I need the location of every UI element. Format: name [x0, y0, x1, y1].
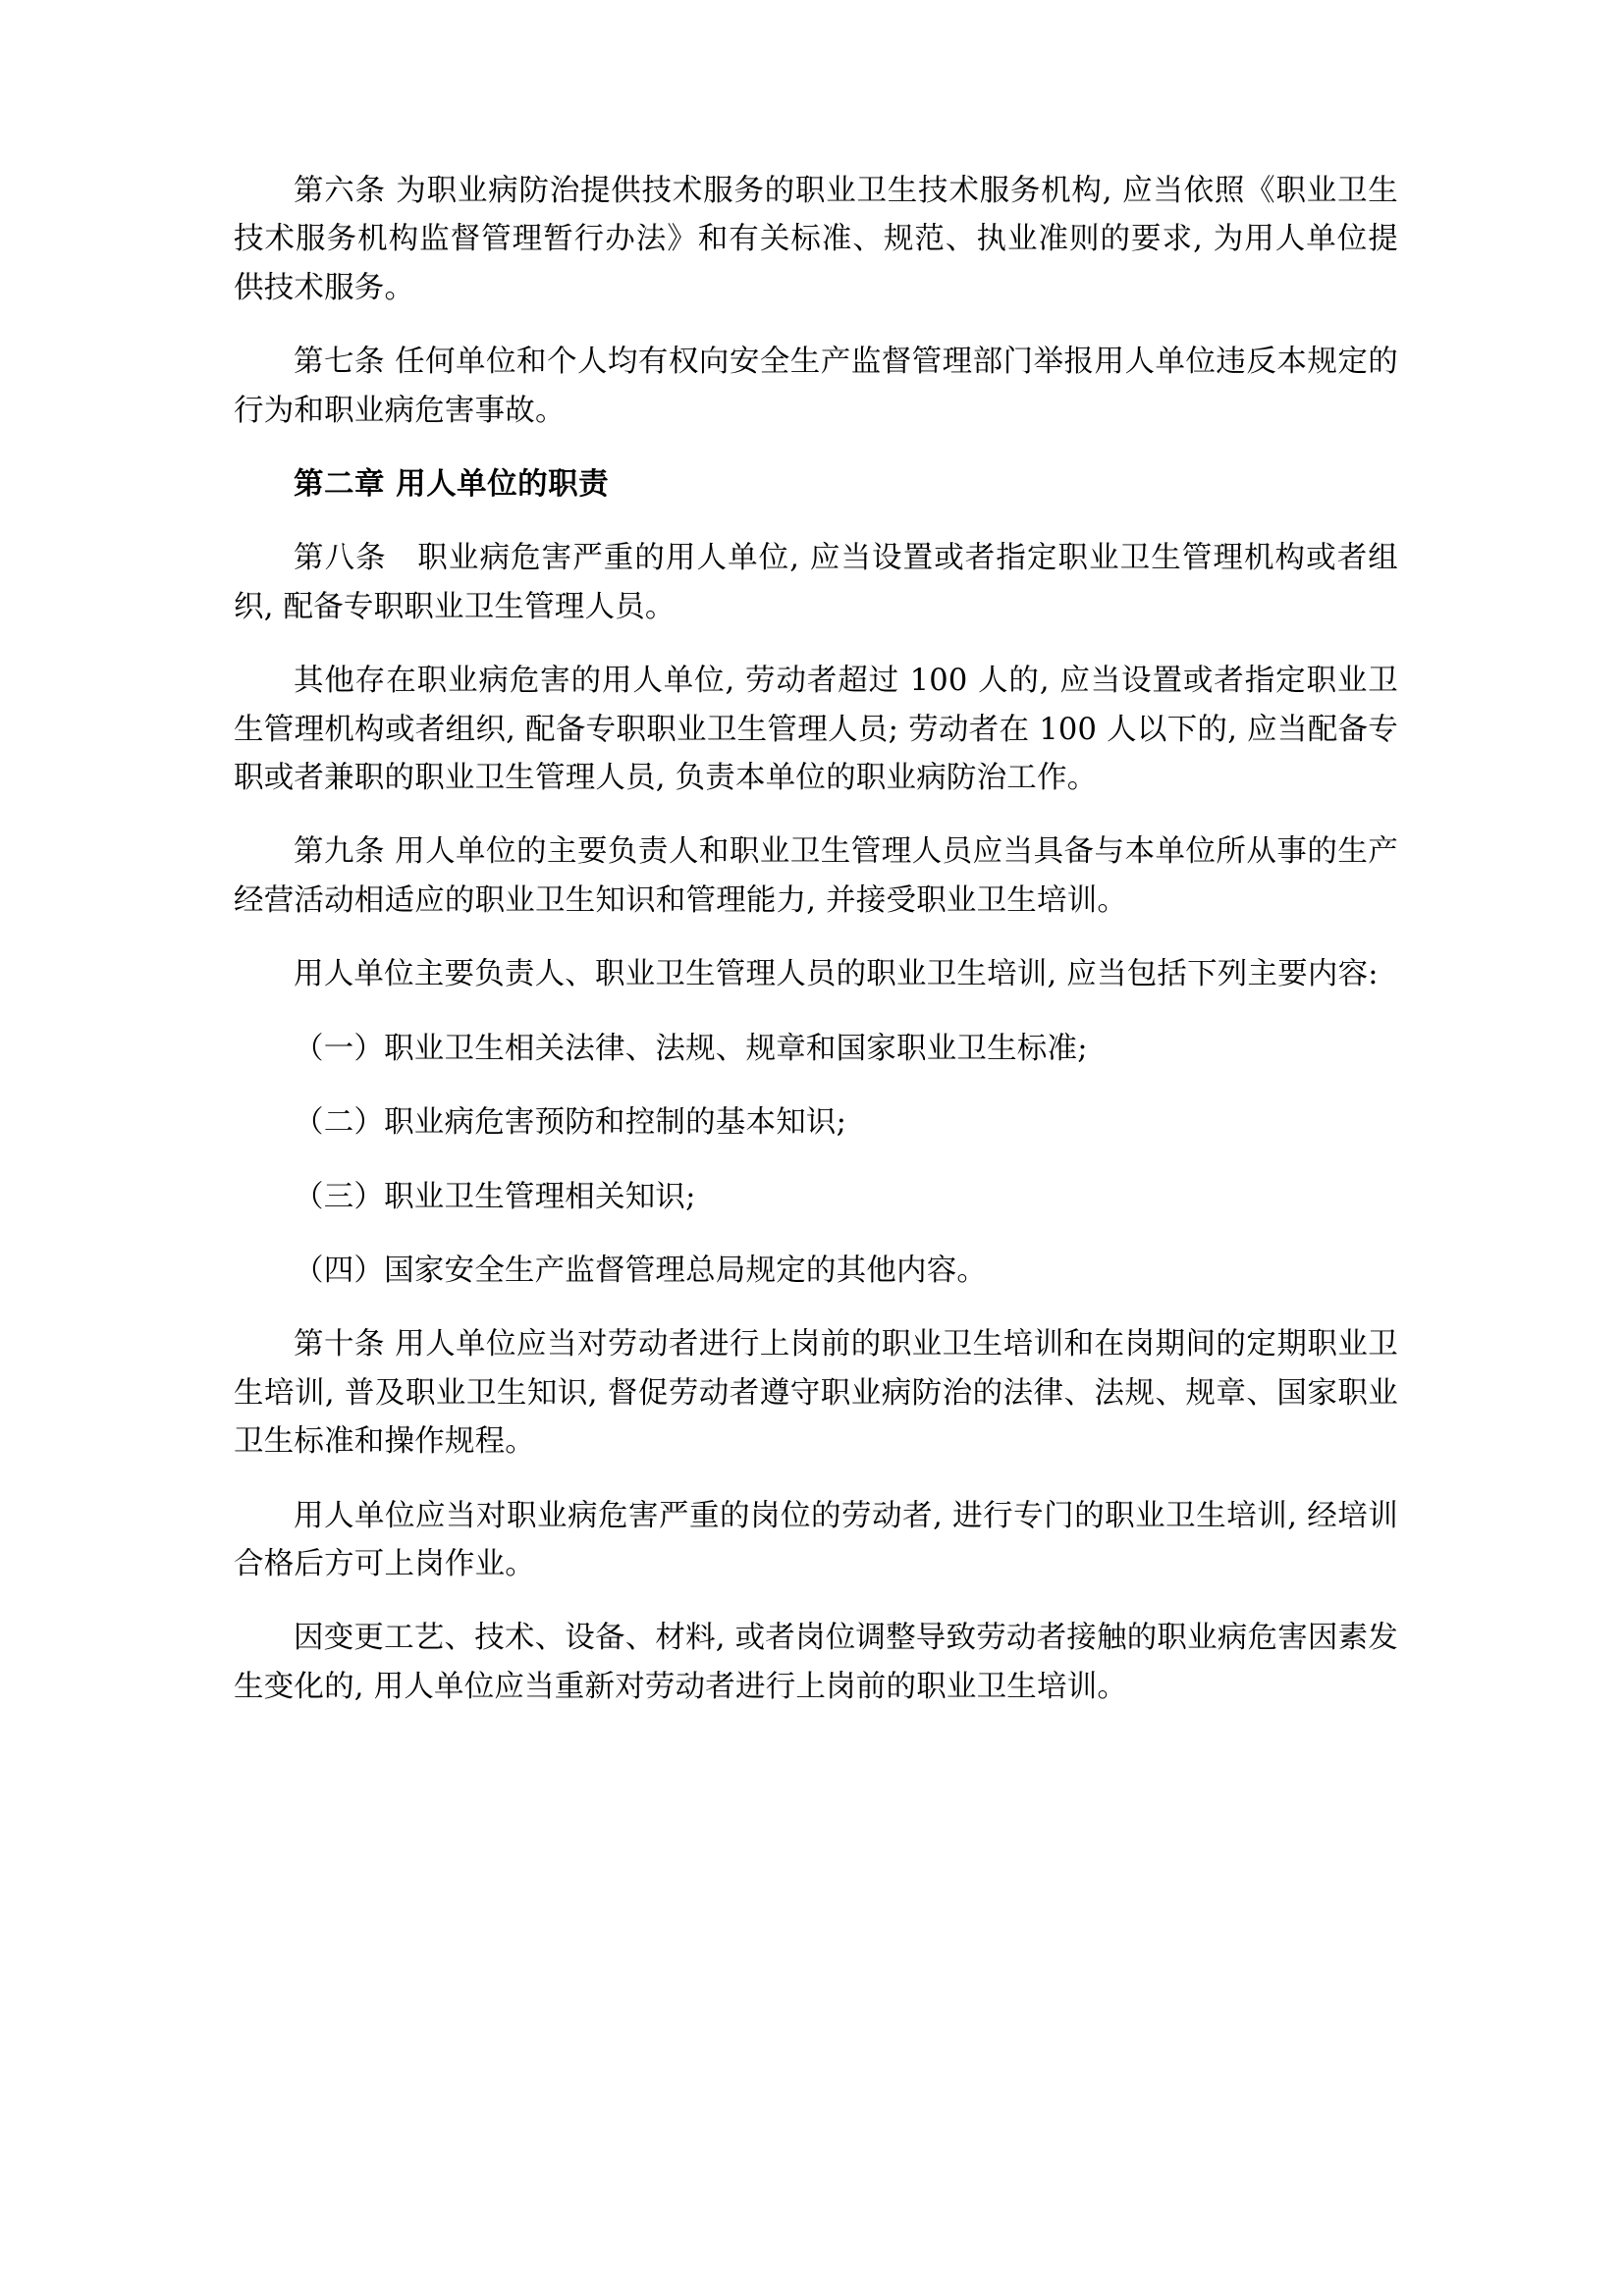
list-item-1: （一）职业卫生相关法律、法规、规章和国家职业卫生标准; [294, 1031, 1088, 1066]
list-item-3: （三）职业卫生管理相关知识; [294, 1179, 696, 1214]
paragraph-article-10-p1: 第十条 用人单位应当对劳动者进行上岗前的职业卫生培训和在岗期间的定期职业卫生培训, 普及职业卫生知识, 督促劳动者遵守职业病防治的法律、法规、规章、国家职业卫生标准和操作规程。 [234, 1327, 1398, 1460]
paragraph-article-8-p2: 其他存在职业病危害的用人单位, 劳动者超过 100 人的, 应当设置或者指定职业卫生管理机构或者组织, 配备专职职业卫生管理人员; 劳动者在 100 人以下的, 应当配备专职或者兼职的职业卫生管理人员, 负责本单位的职业病防治工作。 [234, 664, 1398, 796]
paragraph-article-9-p2: 用人单位主要负责人、职业卫生管理人员的职业卫生培训, 应当包括下列主要内容: [294, 957, 1379, 992]
section-heading-chapter-2: 第二章 用人单位的职责 [294, 466, 610, 503]
paragraph-article-9-p1: 第九条 用人单位的主要负责人和职业卫生管理人员应当具备与本单位所从事的生产经营活动相适应的职业卫生知识和管理能力, 并接受职业卫生培训。 [234, 834, 1398, 918]
paragraph-article-8-p1: 第八条 职业病危害严重的用人单位, 应当设置或者指定职业卫生管理机构或者组织, 配备专职职业卫生管理人员。 [234, 541, 1398, 624]
paragraph-article-6: 第六条 为职业病防治提供技术服务的职业卫生技术服务机构, 应当依照《职业卫生技术服务机构监督管理暂行办法》和有关标准、规范、执业准则的要求, 为用人单位提供技术服务。 [234, 174, 1398, 305]
list-item-2: （二）职业病危害预防和控制的基本知识; [294, 1105, 847, 1141]
paragraph-article-10-p2: 用人单位应当对职业病危害严重的岗位的劳动者, 进行专门的职业卫生培训, 经培训合格后方可上岗作业。 [234, 1498, 1398, 1581]
paragraph-article-7: 第七条 任何单位和个人均有权向安全生产监督管理部门举报用人单位违反本规定的行为和职业病危害事故。 [234, 345, 1398, 428]
list-item-4: （四）国家安全生产监督管理总局规定的其他内容。 [294, 1253, 988, 1288]
paragraph-article-10-p3: 因变更工艺、技术、设备、材料, 或者岗位调整导致劳动者接触的职业病危害因素发生变化的, 用人单位应当重新对劳动者进行上岗前的职业卫生培训。 [234, 1621, 1398, 1704]
